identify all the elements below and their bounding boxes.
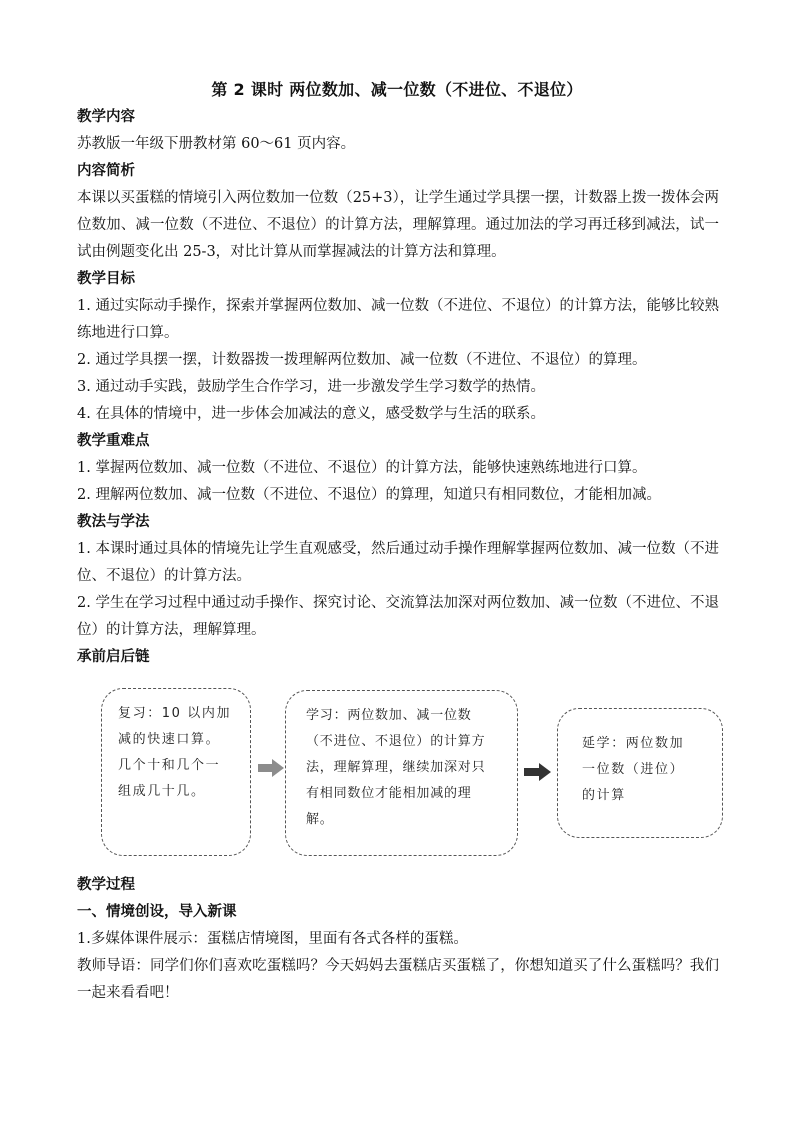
process-item: 1.多媒体课件展示：蛋糕店情境图，里面有各式各样的蛋糕。 [77,931,468,947]
goal-item: 1. 通过实际动手操作，探索并掌握两位数加、减一位数（不进位、不退位）的计算方法，能够比较熟练地进行口算。 [77,298,719,341]
teaching-content-text: 苏教版一年级下册教材第 60～61 页内容。 [77,136,356,152]
heading-teaching-content: 教学内容 [77,109,135,125]
heading-methods: 教法与学法 [77,514,150,530]
method-item: 2. 学生在学习过程中通过动手操作、探究讨论、交流算法加深对两位数加、减一位数（不进位、不退位）的计算方法，理解算理。 [77,595,719,638]
content-summary-text: 本课以买蛋糕的情境引入两位数加一位数（25+3），让学生通过学具摆一摆，计数器上拨一拨体会两位数加、减一位数（不进位、不退位）的计算方法，理解算理。通过加法的学习再迁移到减法，试一试由例题变化出 25-3，对比计算从而掌握减法的计算方法和算理。 [77,190,719,260]
process-item: 教师导语：同学们你们喜欢吃蛋糕吗？今天妈妈去蛋糕店买蛋糕了，你想知道买了什么蛋糕吗？我们一起来看看吧！ [77,958,719,1001]
method-item: 1. 本课时通过具体的情境先让学生直观感受，然后通过动手操作理解掌握两位数加、减一位数（不进位、不退位）的计算方法。 [77,541,719,584]
extend-box: 延学：两位数加一位数（进位）的计算 [557,708,723,838]
subheading-scenario: 一、情境创设，导入新课 [77,904,237,920]
goal-item: 2. 通过学具摆一摆，计数器拨一拨理解两位数加、减一位数（不进位、不退位）的算理。 [77,352,647,368]
arrow-right-icon [524,763,551,781]
learn-box: 学习：两位数加、减一位数（不进位、不退位）的计算方法，理解算理，继续加深对只有相同数位才能相加减的理解。 [285,690,518,856]
heading-teaching-process: 教学过程 [77,877,135,893]
arrow-right-icon [258,759,284,777]
key-point-item: 2. 理解两位数加、减一位数（不进位、不退位）的算理，知道只有相同数位，才能相加减。 [77,487,661,503]
review-box: 复习：10 以内加减的快速口算。几个十和几个一组成几十几。 [101,688,251,856]
lesson-title: 第 2 课时 两位数加、减一位数（不进位、不退位） [211,80,583,99]
key-point-item: 1. 掌握两位数加、减一位数（不进位、不退位）的计算方法，能够快速熟练地进行口算。 [77,460,647,476]
goal-item: 3. 通过动手实践，鼓励学生合作学习，进一步激发学生学习数学的热情。 [77,379,545,395]
goal-item: 4. 在具体的情境中，进一步体会加减法的意义，感受数学与生活的联系。 [77,406,545,422]
heading-chain: 承前启后链 [77,649,150,665]
heading-content-summary: 内容简析 [77,163,135,179]
heading-key-points: 教学重难点 [77,433,150,449]
heading-teaching-goals: 教学目标 [77,271,135,287]
